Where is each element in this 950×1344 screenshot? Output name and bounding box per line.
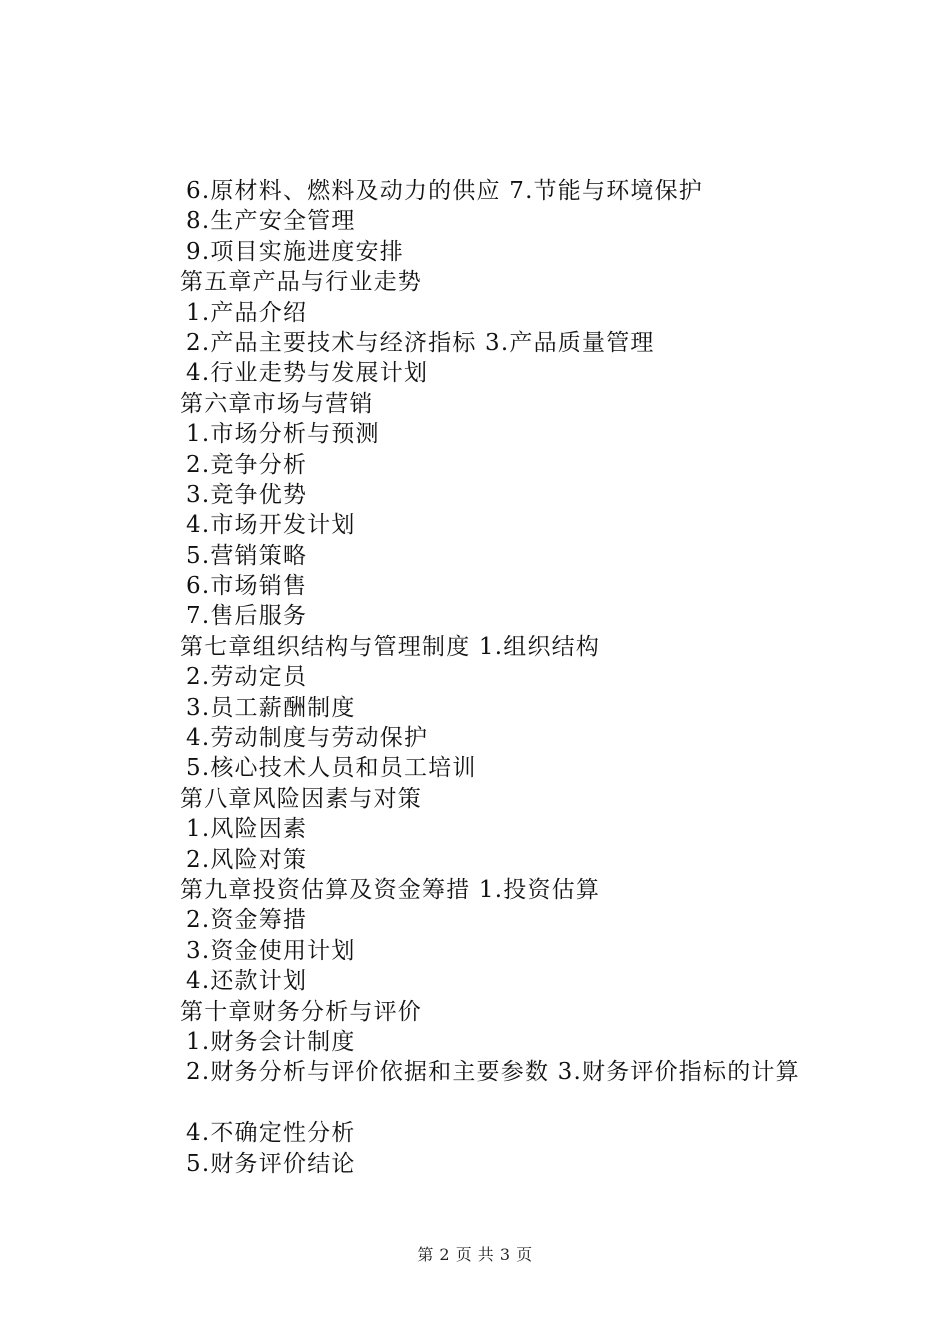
outline-item: 4.市场开发计划 (186, 512, 356, 539)
outline-item: 1.财务会计制度 (186, 1028, 356, 1055)
outline-item: 2.财务分析与评价依据和主要参数 3.财务评价指标的计算 (186, 1059, 800, 1086)
outline-item: 8.生产安全管理 (186, 208, 356, 235)
outline-item: 9.项目实施进度安排 (186, 238, 404, 265)
outline-item: 4.劳动制度与劳动保护 (186, 725, 429, 752)
outline-item: 7.售后服务 (186, 603, 308, 630)
outline-item: 6.原材料、燃料及动力的供应 7.节能与环境保护 (186, 178, 703, 204)
outline-item: 1.产品介绍 (186, 299, 308, 326)
chapter-heading: 第五章产品与行业走势 (180, 269, 422, 296)
outline-item: 2.产品主要技术与经济指标 3.产品质量管理 (186, 329, 655, 356)
outline-item: 4.还款计划 (186, 968, 308, 995)
outline-item: 1.风险因素 (186, 816, 308, 843)
outline-item: 4.行业走势与发展计划 (186, 360, 429, 387)
outline-item: 6.市场销售 (186, 573, 308, 600)
chapter-heading: 第七章组织结构与管理制度 1.组织结构 (180, 633, 601, 660)
outline-item: 3.资金使用计划 (186, 937, 356, 964)
chapter-heading: 第八章风险因素与对策 (180, 785, 422, 812)
outline-item: 2.资金筹措 (186, 907, 308, 934)
page-number-footer: 第 2 页 共 3 页 (417, 1245, 533, 1264)
outline-item: 2.风险对策 (186, 846, 308, 873)
outline-item: 5.核心技术人员和员工培训 (186, 755, 477, 782)
outline-item: 4.不确定性分析 (186, 1120, 356, 1147)
outline-item: 2.劳动定员 (186, 664, 308, 691)
outline-item: 1.市场分析与预测 (186, 421, 380, 448)
chapter-heading: 第十章财务分析与评价 (180, 998, 422, 1025)
outline-item: 3.员工薪酬制度 (186, 694, 356, 721)
outline-item: 5.财务评价结论 (186, 1150, 356, 1177)
outline-item: 2.竞争分析 (186, 451, 308, 478)
outline-list (180, 176, 900, 1179)
chapter-heading: 第九章投资估算及资金筹措 1.投资估算 (180, 876, 601, 903)
chapter-heading: 第六章市场与营销 (180, 390, 374, 417)
outline-item: 3.竞争优势 (186, 481, 308, 508)
outline-item: 5.营销策略 (186, 542, 308, 569)
blank-line (180, 1088, 900, 1118)
